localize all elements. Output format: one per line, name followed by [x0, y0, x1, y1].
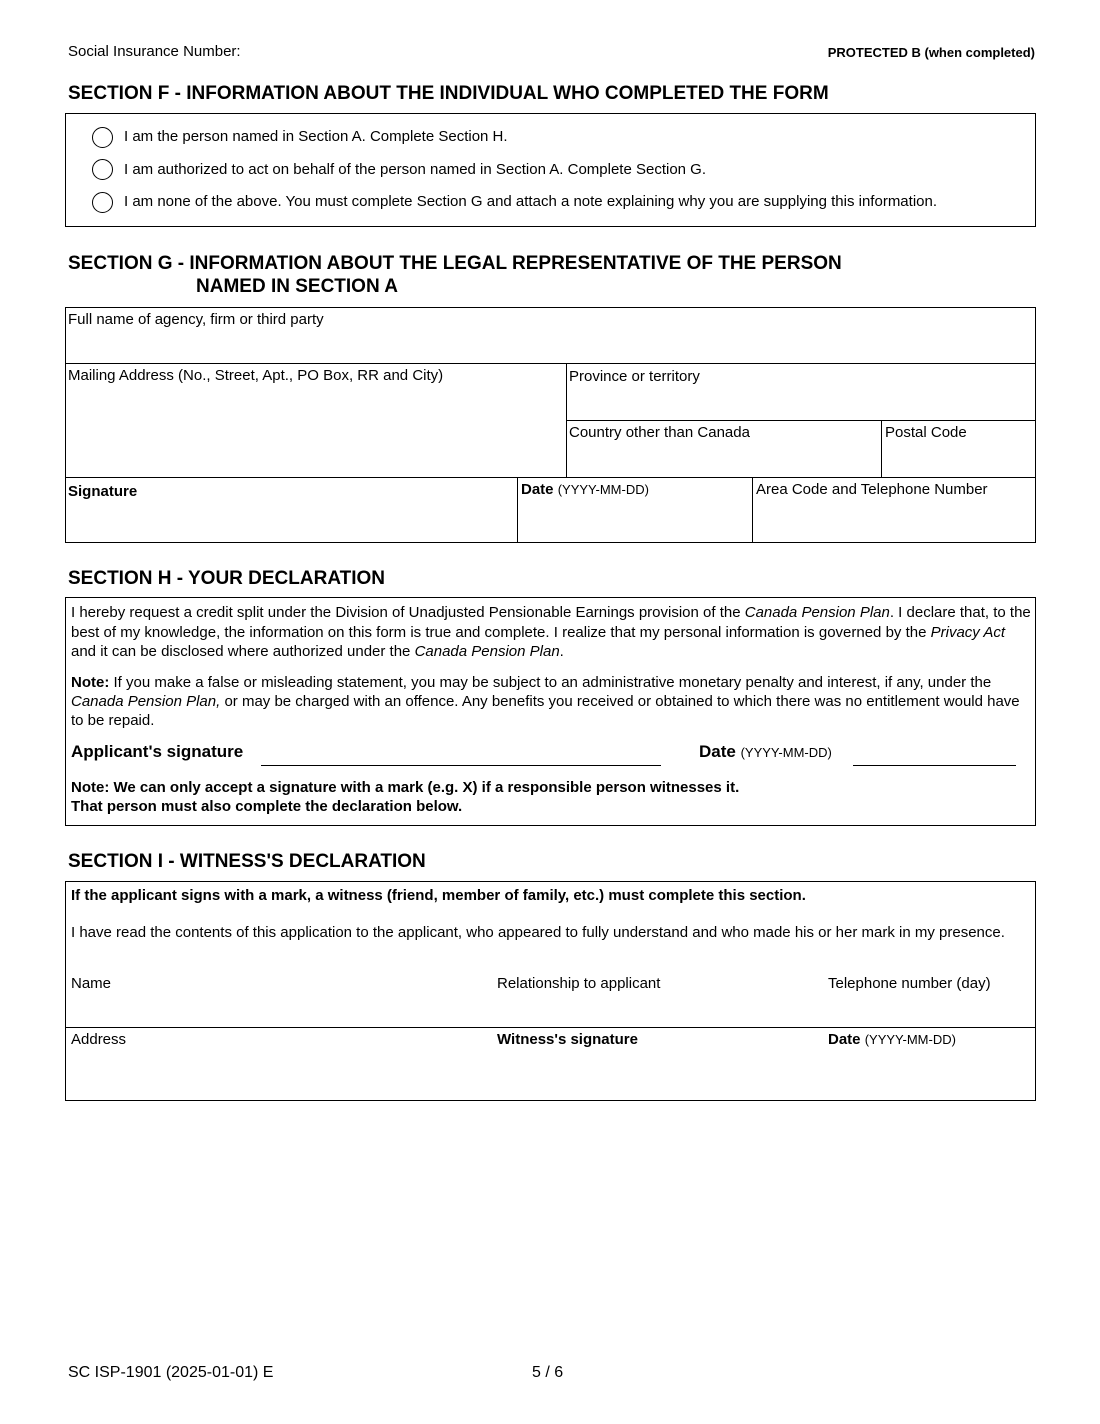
- declaration-paragraph: [71, 603, 1033, 662]
- decl-privacy-act: Privacy Act: [930, 623, 1006, 641]
- note-cpp: Canada Pension Plan,: [71, 693, 221, 710]
- sin-label: Social Insurance Number:: [68, 43, 241, 60]
- decl-text-c: and it can be disclosed where authorized under the: [71, 643, 415, 660]
- decl-text-a: I hereby request a credit split under the Division of Unadjusted Pensionable Earnings provision of the: [71, 604, 745, 621]
- applicant-date-word: Date: [699, 742, 736, 761]
- witness-signature-label: Witness's signature: [497, 1031, 638, 1048]
- decl-text-d: .: [559, 643, 564, 660]
- witness-statement: I have read the contents of this application to the applicant, who appeared to fully understand and who made his or her mark in my presence.: [71, 924, 1005, 941]
- date-word: Date: [521, 481, 554, 498]
- province-label: Province or territory: [569, 368, 700, 385]
- witness-signature-field[interactable]: [494, 1051, 814, 1098]
- decl-cpp-2: Canada Pension Plan: [414, 643, 560, 660]
- radio-person-named[interactable]: [92, 127, 113, 148]
- witness-name-field[interactable]: [67, 995, 487, 1025]
- form-id: SC ISP-1901 (2025-01-01) E: [68, 1364, 274, 1381]
- section-h-title: SECTION H - YOUR DECLARATION: [68, 568, 386, 589]
- section-g-title-line1: SECTION G - INFORMATION ABOUT THE LEGAL REPRESENTATIVE OF THE PERSON: [68, 253, 842, 274]
- page-number: 5 / 6: [532, 1364, 564, 1381]
- telephone-field[interactable]: [754, 501, 1034, 541]
- full-name-label: Full name of agency, firm or third party: [68, 311, 324, 328]
- signature-field[interactable]: [66, 503, 516, 541]
- witness-date-field[interactable]: [825, 1051, 1034, 1098]
- mark-note-line2: That person must also complete the declaration below.: [71, 798, 463, 815]
- signature-label: Signature: [68, 483, 138, 500]
- province-field[interactable]: [568, 388, 1034, 419]
- protected-b-label: PROTECTED B (when completed): [827, 45, 1035, 60]
- witness-date-label: [828, 1031, 956, 1048]
- note-paragraph: [71, 673, 1033, 730]
- radio-authorized[interactable]: [92, 159, 113, 180]
- applicant-signature-label: Applicant's signature: [71, 742, 244, 761]
- section-i-title: SECTION I - WITNESS'S DECLARATION: [68, 851, 426, 872]
- radio-none-of-above[interactable]: [92, 192, 113, 213]
- note-label: Note:: [71, 674, 110, 691]
- relationship-field[interactable]: [494, 995, 814, 1025]
- country-field[interactable]: [568, 444, 879, 475]
- mailing-address-label: Mailing Address (No., Street, Apt., PO Box, RR and City): [68, 367, 444, 384]
- section-f-title: SECTION F - INFORMATION ABOUT THE INDIVIDUAL WHO COMPLETED THE FORM: [68, 83, 829, 104]
- relationship-label: Relationship to applicant: [497, 975, 661, 992]
- mailing-address-field[interactable]: [66, 386, 564, 476]
- applicant-date-line[interactable]: [853, 765, 1016, 766]
- postal-code-label: Postal Code: [885, 424, 967, 441]
- mark-note-line1: Note: We can only accept a signature with a mark (e.g. X) if a responsible person witnesses it.: [71, 779, 740, 796]
- full-name-field[interactable]: [66, 330, 1034, 363]
- date-field-g[interactable]: [519, 501, 750, 541]
- witness-intro: If the applicant signs with a mark, a witness (friend, member of family, etc.) must complete this section.: [71, 887, 806, 904]
- country-label: Country other than Canada: [569, 424, 750, 441]
- applicant-date-format: (YYYY-MM-DD): [740, 745, 832, 760]
- date-label-g: [521, 481, 649, 498]
- witness-address-label: Address: [71, 1031, 127, 1048]
- applicant-signature-line[interactable]: [261, 765, 661, 766]
- option-person-named-label: I am the person named in Section A. Complete Section H.: [124, 128, 508, 145]
- option-none-label: I am none of the above. You must complete Section G and attach a note explaining why you are supplying this information.: [124, 193, 938, 210]
- decl-text-b: . I declare that, to the best of my knowledge, the information on this form is true and complete. I realize that my personal information is governed by the: [71, 604, 1031, 641]
- witness-date-word: Date: [828, 1031, 861, 1048]
- section-g-title-line2: NAMED IN SECTION A: [196, 276, 398, 297]
- witness-telephone-label: Telephone number (day): [828, 975, 991, 992]
- note-text-b: or may be charged with an offence. Any benefits you received or obtained to which there was no entitlement would have to be repaid.: [71, 693, 1020, 729]
- postal-code-field[interactable]: [883, 444, 1034, 475]
- witness-name-label: Name: [71, 975, 112, 992]
- witness-address-field[interactable]: [67, 1051, 487, 1098]
- witness-date-format: (YYYY-MM-DD): [864, 1032, 956, 1047]
- option-authorized-label: I am authorized to act on behalf of the person named in Section A. Complete Section G.: [124, 161, 707, 178]
- decl-cpp-1: Canada Pension Plan: [744, 604, 890, 621]
- telephone-label: Area Code and Telephone Number: [756, 481, 988, 498]
- applicant-date-label: [699, 742, 832, 762]
- witness-telephone-field[interactable]: [825, 995, 1034, 1025]
- note-text-a: If you make a false or misleading statement, you may be subject to an administrative monetary penalty and interest, if any, under the: [109, 674, 992, 691]
- date-format: (YYYY-MM-DD): [557, 482, 649, 497]
